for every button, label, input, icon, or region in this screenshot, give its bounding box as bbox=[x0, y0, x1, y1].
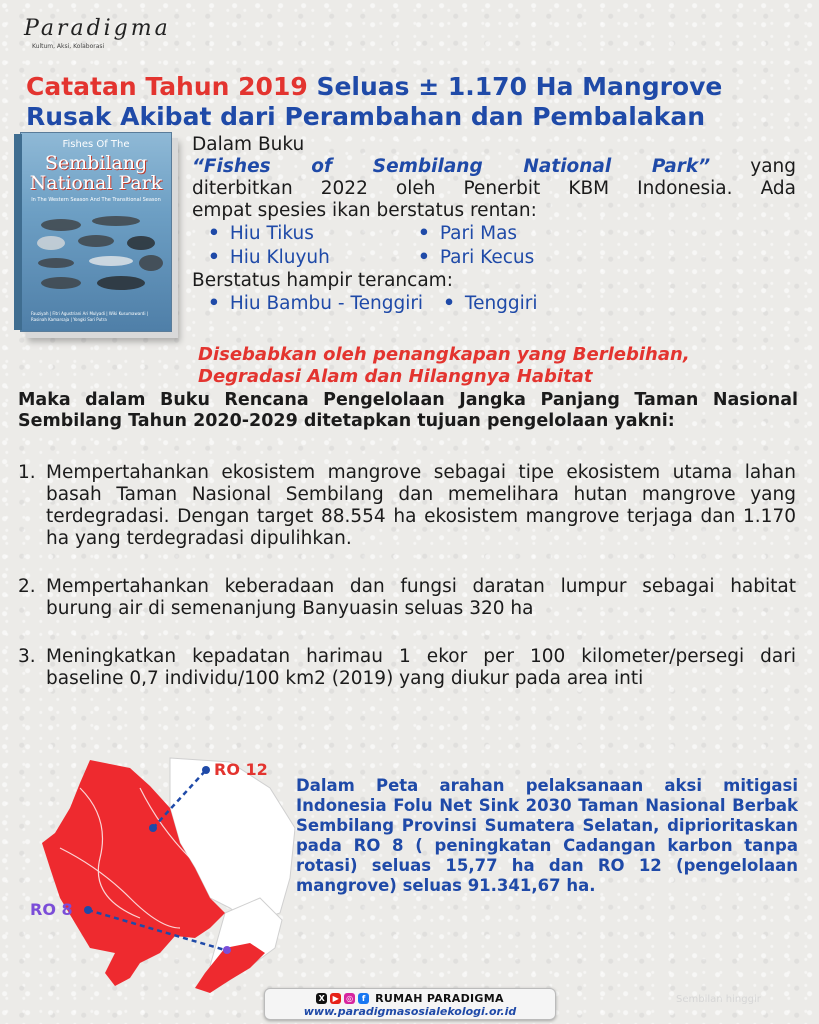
goal-number: 2. bbox=[18, 576, 36, 597]
footer-social-row bbox=[265, 991, 555, 1005]
page-title bbox=[26, 72, 806, 132]
cause-line-1: Disebabkan oleh penangkapan yang Berlebihan, bbox=[198, 344, 690, 365]
list-item: • Hiu Kluyuh bbox=[208, 246, 418, 270]
intro-line-2 bbox=[192, 156, 796, 178]
book-cover-image bbox=[14, 132, 182, 340]
intro-block bbox=[192, 134, 796, 316]
title-line-2: Rusak Akibat dari Perambahan dan Pembalakan bbox=[26, 102, 706, 131]
footer-url[interactable]: www.paradigmasosialekologi.or.id bbox=[303, 1005, 517, 1018]
list-item: • Hiu Tikus bbox=[208, 222, 418, 246]
book-cover-authors: Fauziyah | Fitri Agustriani Ari Mulyadi | Wiki Kusumawardi | Rasinah Kamarsaja | Yongki Sari Putra bbox=[31, 311, 149, 322]
book-cover-top: Fishes Of The bbox=[62, 139, 130, 150]
ro8-marker bbox=[84, 906, 92, 914]
footer-brand: RUMAH PARADIGMA bbox=[375, 991, 504, 1005]
ro12-marker bbox=[202, 766, 210, 774]
book-cover bbox=[20, 132, 172, 332]
logo-tagline: Kultum, Aksi, Kolaborasi bbox=[32, 43, 105, 50]
near-threatened-list bbox=[208, 292, 796, 316]
book-cover-title: Sembilang National Park bbox=[29, 152, 163, 194]
intro-line-1: Dalam Buku bbox=[192, 134, 305, 155]
ro8-point bbox=[223, 946, 231, 954]
paradigma-logo bbox=[24, 16, 194, 60]
list-item bbox=[18, 576, 796, 620]
goal-number: 3. bbox=[18, 646, 36, 667]
title-line-1 bbox=[26, 72, 806, 102]
list-item: • Pari Kecus bbox=[418, 246, 618, 270]
book-title: “Fishes of Sembilang National Park” bbox=[192, 156, 711, 177]
footer-bar bbox=[264, 988, 556, 1020]
ro12-point bbox=[149, 824, 157, 832]
x-icon[interactable]: X bbox=[316, 993, 327, 1004]
sembilang-map bbox=[20, 748, 300, 998]
goal-text: Meningkatkan kepadatan harimau 1 ekor per 100 kilometer/persegi dari baseline 0,7 individu/100 km2 (2019) yang diukur pada area inti bbox=[46, 646, 796, 689]
logo-wordmark: Paradigma bbox=[24, 16, 171, 41]
ro8-label: RO 8 bbox=[30, 900, 73, 919]
goal-text: Mempertahankan keberadaan dan fungsi daratan lumpur sebagai habitat burung air di semenanjung Banyuasin seluas 320 ha bbox=[46, 576, 796, 619]
list-item: • Hiu Bambu - Tenggiri bbox=[208, 292, 423, 316]
management-goals-list bbox=[18, 462, 796, 690]
intro-after-title: yang bbox=[710, 156, 796, 177]
list-item bbox=[18, 462, 796, 550]
intro-line-3: diterbitkan 2022 oleh Penerbit KBM Indonesia. Ada bbox=[192, 178, 796, 199]
goal-number: 1. bbox=[18, 462, 36, 483]
vulnerable-species-list bbox=[208, 222, 796, 270]
title-area: Seluas ± 1.170 Ha Mangrove bbox=[307, 72, 723, 101]
management-plan-intro: Maka dalam Buku Rencana Pengelolaan Jangka Panjang Taman Nasional Sembilang Tahun 2020-2029 ditetapkan tujuan pengelolaan yakni: bbox=[18, 390, 798, 431]
near-threatened-label: Berstatus hampir terancam: bbox=[192, 270, 453, 291]
cause-line-2: Degradasi Alam dan Hilangnya Habitat bbox=[198, 366, 593, 387]
youtube-icon[interactable]: ▶ bbox=[330, 993, 341, 1004]
book-spine bbox=[14, 134, 22, 330]
list-item bbox=[18, 646, 796, 690]
map-note: Dalam Peta arahan pelaksanaan aksi mitigasi Indonesia Folu Net Sink 2030 Taman Nasional Berbak Sembilang Provinsi Sumatera Selatan, diprioritaskan pada RO 8 ( peningkatan Cadangan karbon tanpa rotasi) seluas 15,77 ha dan RO 12 (pengelolaan mangrove) seluas 91.341,67 ha. bbox=[296, 776, 798, 895]
facebook-icon[interactable]: f bbox=[358, 993, 369, 1004]
title-year: Catatan Tahun 2019 bbox=[26, 72, 308, 101]
intro-line-4: empat spesies ikan berstatus rentan: bbox=[192, 200, 537, 221]
instagram-icon[interactable]: ◎ bbox=[344, 993, 355, 1004]
cause-text bbox=[198, 344, 798, 388]
goal-text: Mempertahankan ekosistem mangrove sebagai tipe ekosistem utama lahan basah Taman Nasional Sembilang dan memelihara hutan mangrove yang terdegradasi. Dengan target 88.554 ha ekosistem mangrove terjaga dan 1.170 ha yang terdegradasi dipulihkan. bbox=[46, 462, 796, 549]
list-item: • Pari Mas bbox=[418, 222, 618, 246]
ro12-label: RO 12 bbox=[214, 760, 268, 779]
list-item: • Tenggiri bbox=[443, 292, 537, 316]
book-cover-subtitle: In The Western Season And The Transitional Season bbox=[31, 197, 161, 203]
fish-illustration-icon bbox=[21, 133, 171, 331]
photo-credit: Sembilan hinggir bbox=[676, 994, 761, 1005]
